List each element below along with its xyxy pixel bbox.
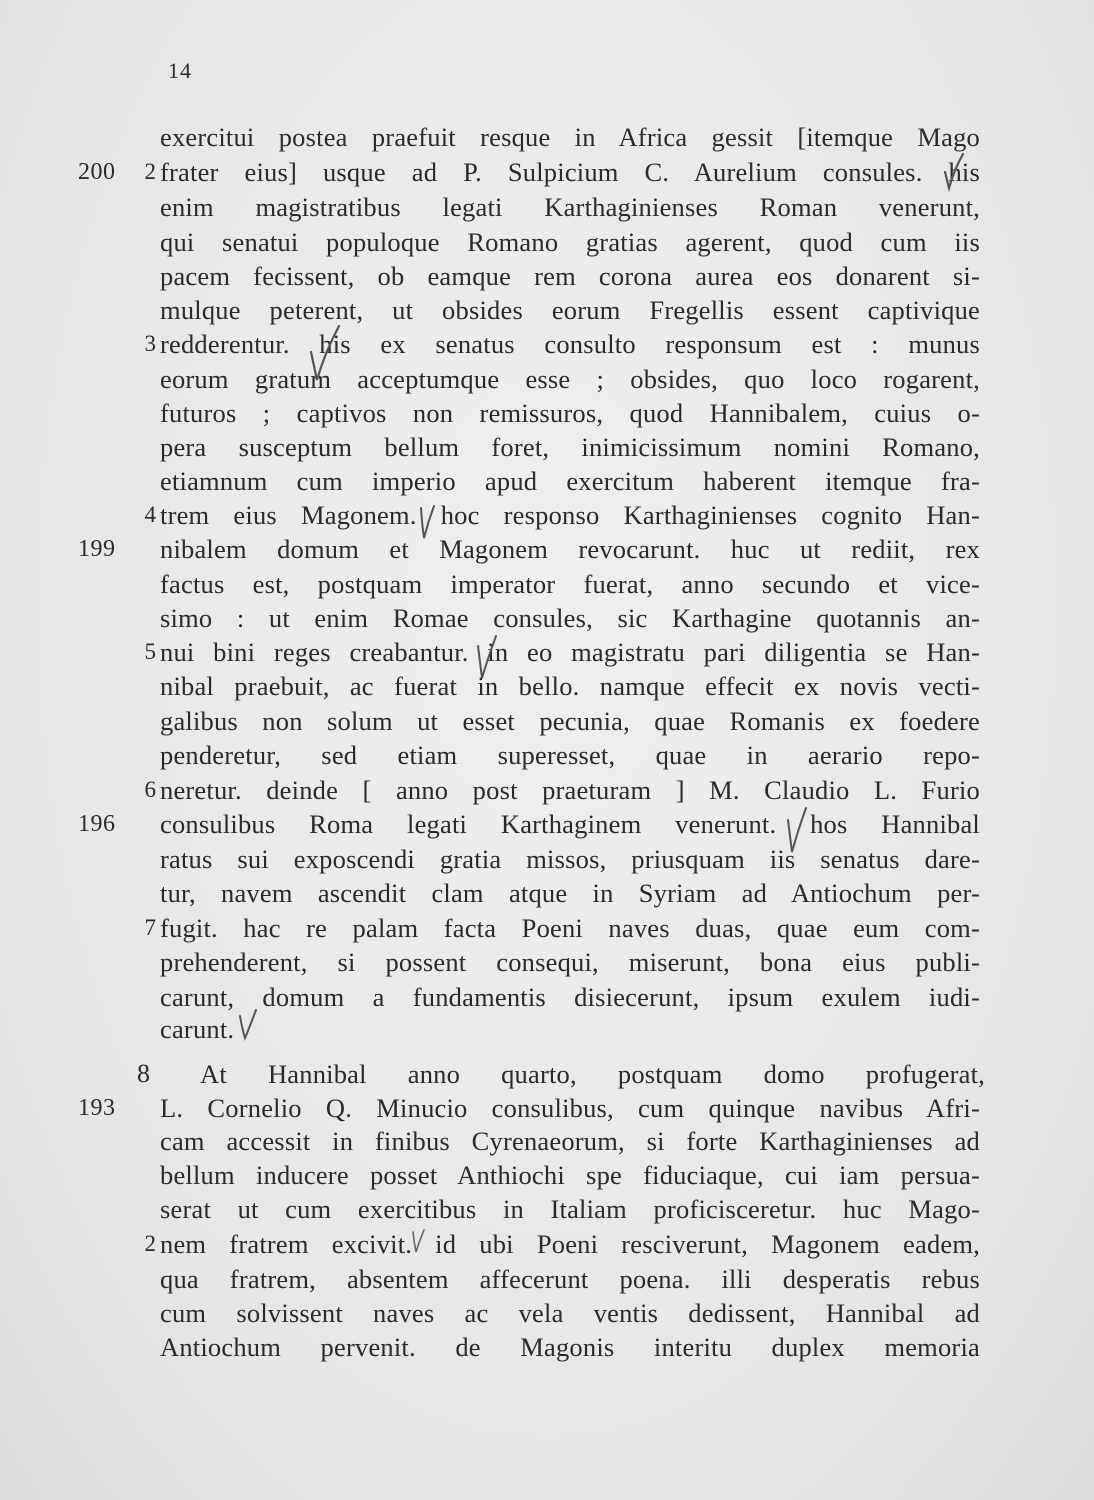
line-text: carunt. [160,1014,235,1044]
line-text: eorum gratum acceptumque esse ; obsides, quo loco rogarent, [160,364,980,394]
line-text: carunt, domum a fundamentis disiecerunt, ipsum exulem iudi- [160,982,980,1012]
section-number: 4 [144,502,156,527]
year-marginal: 196 [78,811,116,837]
line-text: tur, navem ascendit clam atque in Syriam ad Antiochum per- [160,878,980,908]
line-text: prehenderent, si possent consequi, miserunt, bona eius publi- [160,947,980,977]
line-text: trem eius Magonem. hoc responso Karthaginienses cognito Han- [160,500,980,530]
section-number: 6 [144,777,156,802]
section-number: 7 [144,915,156,940]
line-text: qua fratrem, absentem affecerunt poena. illi desperatis rebus [160,1264,980,1294]
line-text: simo : ut enim Romae consules, sic Karthagine quotannis an- [160,603,980,633]
section-number: 2 [144,159,156,184]
line-text: fugit. hac re palam facta Poeni naves duas, quae eum com- [160,913,980,943]
line-text: nibalem domum et Magonem revocarunt. huc ut rediit, rex [160,534,980,564]
line-text: cum solvissent naves ac vela ventis dedissent, Hannibal ad [160,1298,980,1328]
line-text: bellum inducere posset Anthiochi spe fiduciaque, cui iam persua- [160,1160,980,1190]
section-number: 3 [144,331,156,356]
line-text: frater eius] usque ad P. Sulpicium C. Aurelium consules. his [160,157,980,187]
line-text: nibal praebuit, ac fuerat in bello. namque effecit ex novis vecti- [160,671,980,701]
line-text: nem fratrem excivit. id ubi Poeni resciverunt, Magonem eadem, [160,1229,980,1259]
section-number: 5 [144,639,156,664]
line-text: serat ut cum exercitibus in Italiam proficisceretur. huc Mago- [160,1194,980,1224]
year-marginal: 199 [78,536,116,562]
line-text: redderentur. his ex senatus consulto responsum est : munus [160,329,980,359]
line-text: ratus sui exposcendi gratia missos, priusquam iis senatus dare- [160,844,980,874]
line-text: cam accessit in finibus Cyrenaeorum, si forte Karthaginienses ad [160,1126,980,1156]
line-text: penderetur, sed etiam superesset, quae in aerario repo- [160,740,980,770]
year-marginal: 200 [78,159,116,185]
line-text: futuros ; captivos non remissuros, quod Hannibalem, cuius o- [160,398,980,428]
line-text: pera susceptum bellum foret, inimicissimum nomini Romano, [160,432,980,462]
line-text: etiamnum cum imperio apud exercitum haberent itemque fra- [160,466,980,496]
line-text: pacem fecissent, ob eamque rem corona aurea eos donarent si- [160,261,980,291]
line-text: nui bini reges creabantur. in eo magistratu pari diligentia se Han- [160,637,980,667]
year-marginal: 193 [78,1095,116,1121]
line-text: qui senatui populoque Romano gratias agerent, quod cum iis [160,227,980,257]
line-text: neretur. deinde [ anno post praeturam ] M. Claudio L. Furio [160,775,980,805]
line-text: Antiochum pervenit. de Magonis interitu duplex memoria [160,1332,980,1362]
line-text: galibus non solum ut esset pecunia, quae Romanis ex foedere [160,706,980,736]
section-number: 8 [137,1059,150,1088]
line-text: enim magistratibus legati Karthaginienses Roman venerunt, [160,192,980,222]
line-text: consulibus Roma legati Karthaginem venerunt. hos Hannibal [160,809,980,839]
line-text: factus est, postquam imperator fuerat, anno secundo et vice- [160,569,980,599]
line-text: L. Cornelio Q. Minucio consulibus, cum quinque navibus Afri- [160,1093,980,1123]
section-number: 2 [144,1231,156,1256]
line-text: exercitui postea praefuit resque in Africa gessit [itemque Mago [160,122,980,152]
line-text: mulque peterent, ut obsides eorum Fregellis essent captivique [160,295,980,325]
page-number: 14 [168,58,192,83]
line-text: At Hannibal anno quarto, postquam domo profugerat, [200,1059,985,1089]
